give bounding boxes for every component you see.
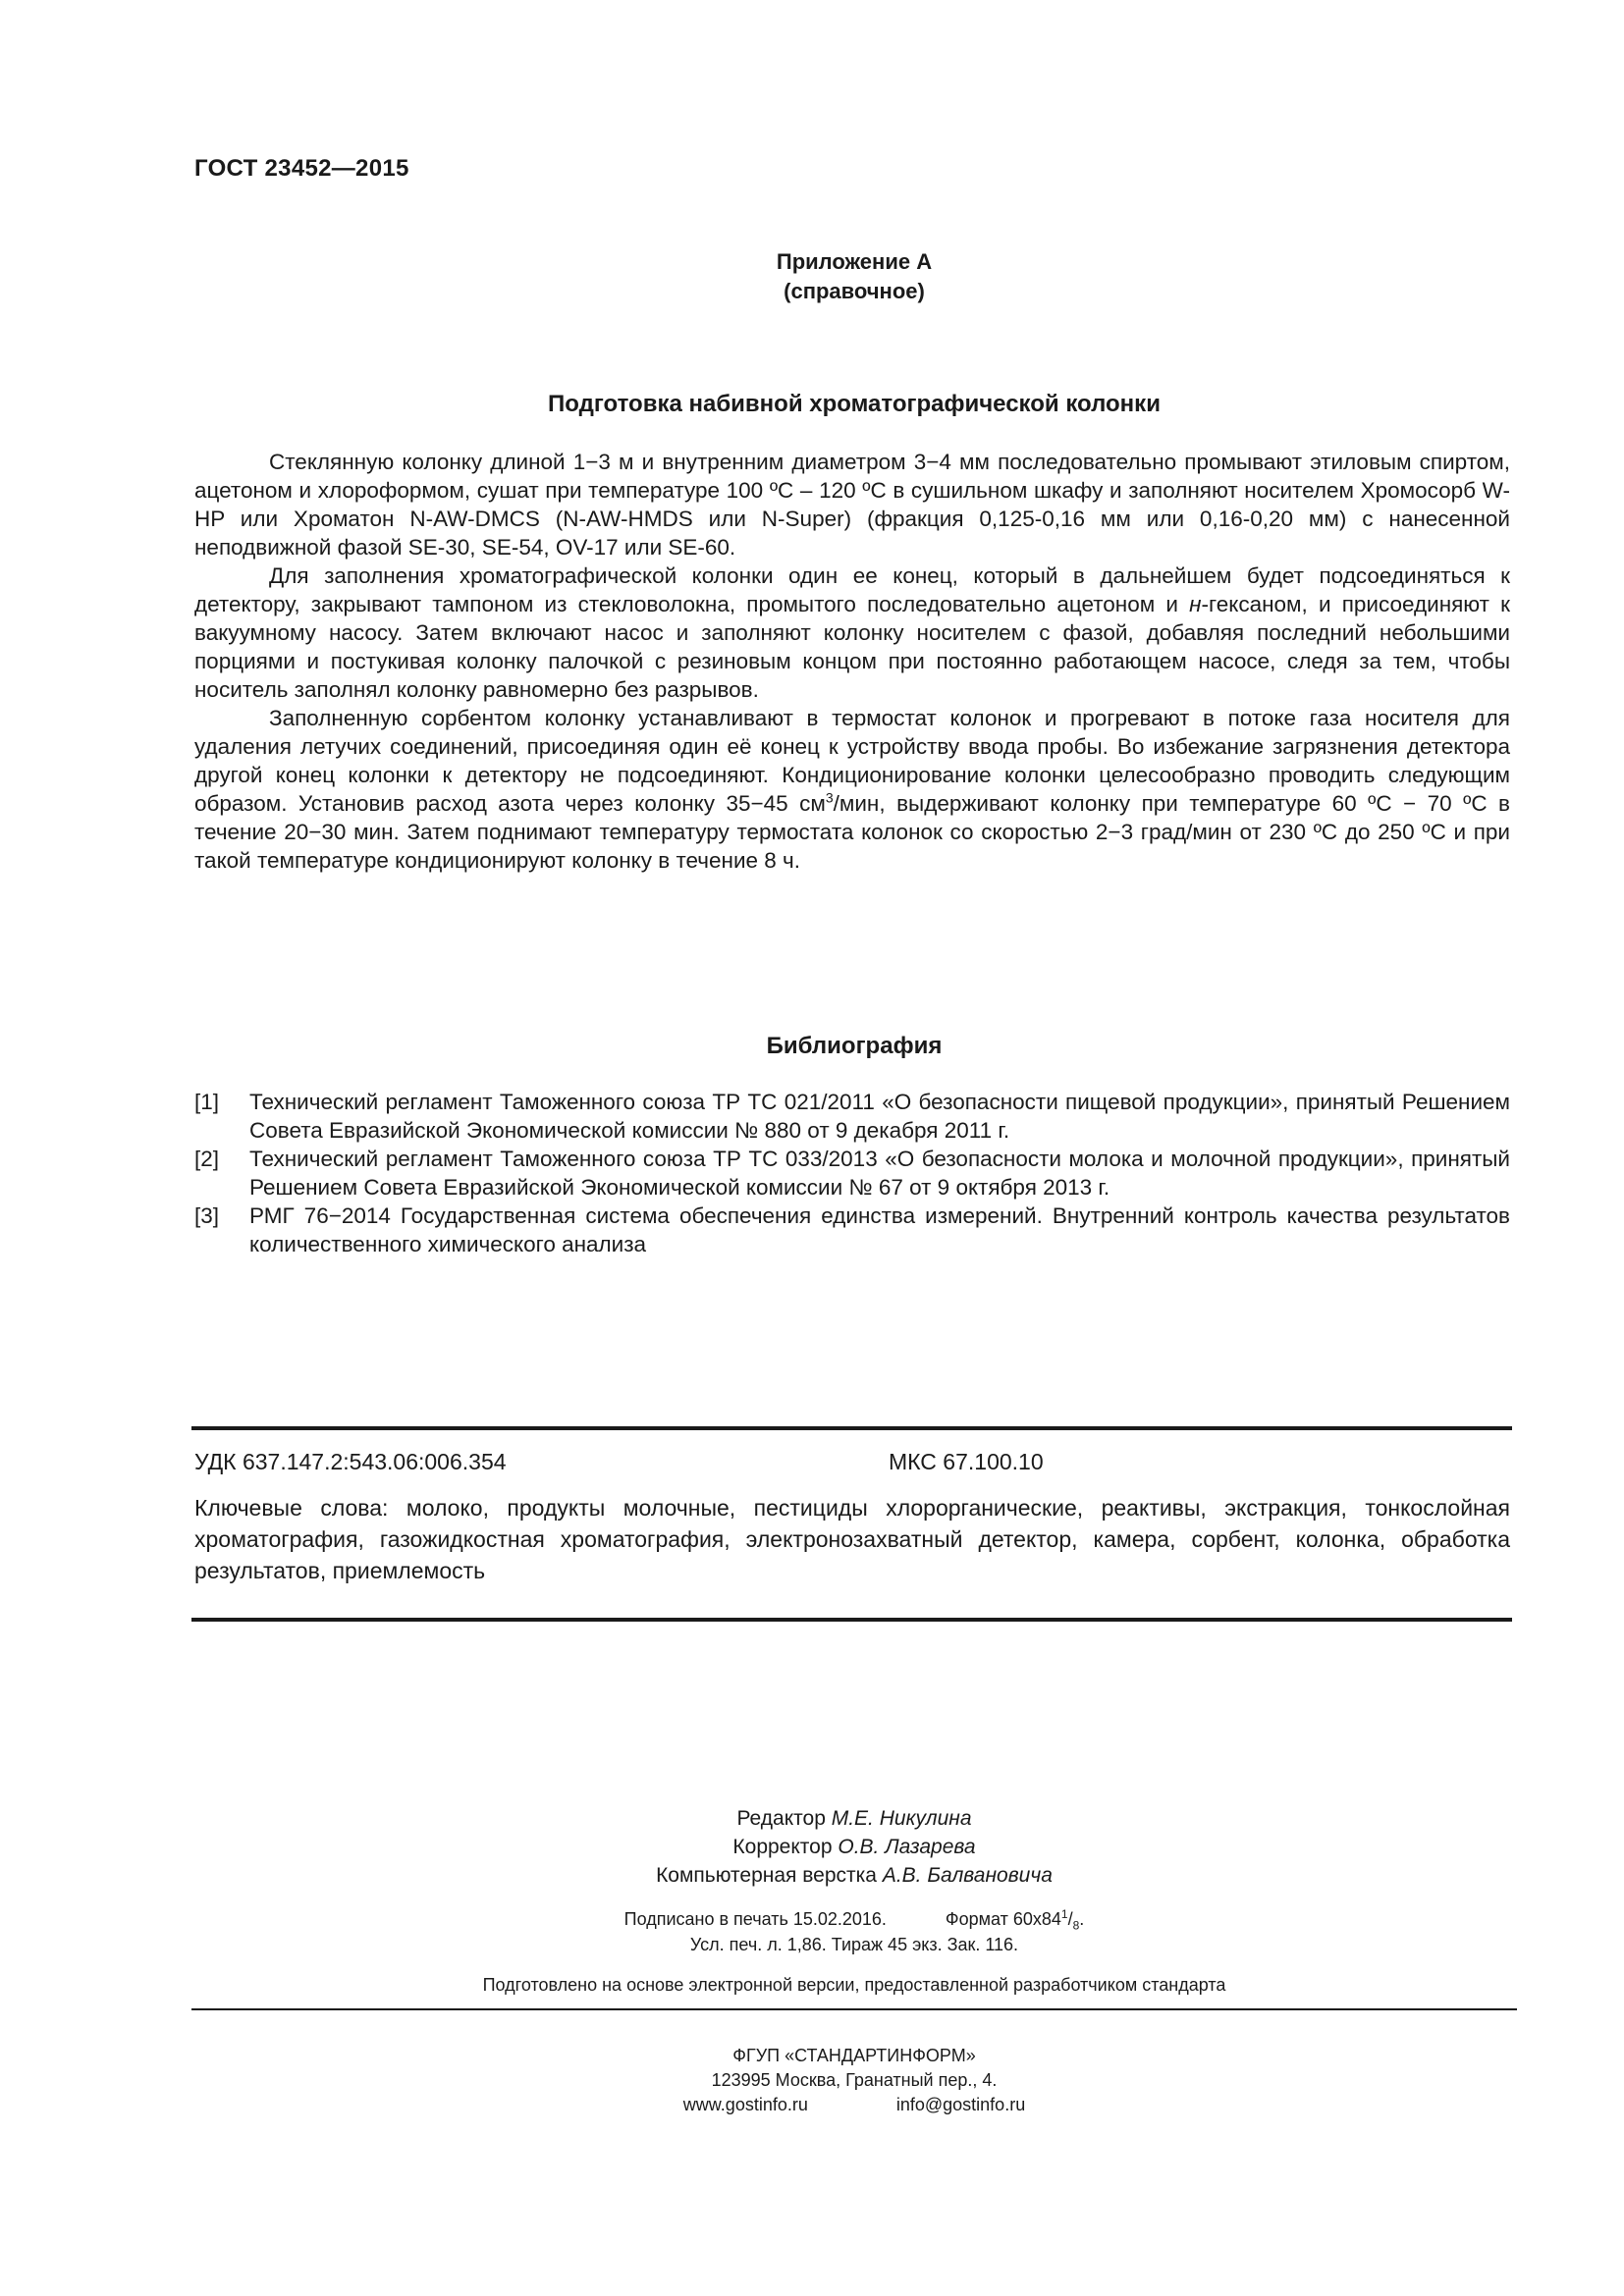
paragraph-2-text: Для заполнения хроматографической колонки один ее конец, который в дальнейшем будет подсоединяться к детектору, закрывают тампоном из стекловолокна, промытого последовательно ацетоном и bbox=[194, 563, 1510, 616]
bibliography-list bbox=[194, 1088, 1510, 1258]
corrector-line bbox=[0, 1833, 1624, 1861]
bibliography-title: Библиография bbox=[766, 1033, 943, 1059]
publisher-email: info@gostinfo.ru bbox=[895, 2095, 1026, 2114]
credits-block bbox=[0, 1804, 1624, 1890]
bibliography-text: Технический регламент Таможенного союза ТР ТС 033/2013 «О безопасности молока и молочной продукции», принятый Решением Совета Евразийской Экономической комиссии № 67 от 9 октября 2013 г. bbox=[249, 1147, 1510, 1200]
editor-role: Редактор bbox=[736, 1807, 826, 1830]
editor-name: М.Е. Никулина bbox=[831, 1807, 972, 1830]
bibliography-number: [2] bbox=[194, 1147, 220, 1171]
publisher-block bbox=[0, 2044, 1624, 2117]
appendix-heading bbox=[0, 247, 1624, 306]
print-line-2: Усл. печ. л. 1,86. Тираж 45 экз. Зак. 116. bbox=[689, 1935, 1019, 1954]
superscript-3: 3 bbox=[825, 789, 834, 806]
bibliography-item bbox=[194, 1088, 1510, 1145]
bibliography-text: Технический регламент Таможенного союза ТР ТС 021/2011 «О безопасности пищевой продукции», принятый Решением Совета Евразийской Экономической комиссии № 880 от 9 декабря 2011 г. bbox=[249, 1090, 1510, 1143]
paragraph-2 bbox=[194, 561, 1510, 704]
bibliography-item bbox=[194, 1201, 1510, 1258]
bibliography-number: [1] bbox=[194, 1090, 220, 1114]
keywords: Ключевые слова: молоко, продукты молочные, пестициды хлорорганические, реактивы, экстракция, тонкослойная хроматография, газожидкостная хроматография, электронозахватный детектор, камера, сорбент, колонка, обработка результатов, приемлемость bbox=[194, 1495, 1510, 1583]
paragraph-2-text-end: -гексаном, и присоединяют к вакуумному насосу. Затем включают насос и заполняют колонку носителем с фазой, добавляя последний небольшими порциями и постукивая колонку палочкой с резиновым концом при постоянно работающем насосе, следя за тем, чтобы носитель заполнял колонку равномерно без разрывов. bbox=[194, 592, 1511, 702]
format-label: Формат 60x84 bbox=[945, 1909, 1061, 1929]
corrector-name: О.В. Лазарева bbox=[838, 1836, 976, 1858]
mks-code: МКС 67.100.10 bbox=[889, 1449, 1044, 1474]
bibliography-number: [3] bbox=[194, 1203, 220, 1228]
prepared-note: Подготовлено на основе электронной версии, предоставленной разработчиком стандарта bbox=[482, 1975, 1226, 1995]
paragraph-3-text: Заполненную сорбентом колонку устанавливают в термостат колонок и прогревают в потоке газа носителя для удаления летучих соединений, присоединяя один её конец к устройству ввода пробы. Во избежание загрязнения детектора другой конец колонки к детектору не подсоединяют. Кондиционирование колонки целесообразно проводить следующим образом. Установив расход азота через колонку 35−45 см bbox=[194, 706, 1510, 816]
paragraph-3 bbox=[194, 704, 1510, 875]
top-divider bbox=[191, 1426, 1512, 1430]
paragraph-3-text-end: /мин, выдерживают колонку при температуре 60 ºС − 70 ºС в течение 20−30 мин. Затем поднимают температуру термостата колонок со скоростью 2−3 град/мин от 230 ºС до 250 ºС и при такой температуре кондиционируют колонку в течение 8 ч. bbox=[194, 791, 1510, 873]
appendix-label: Приложение А bbox=[776, 249, 933, 274]
signed-date: Подписано в печать 15.02.2016. bbox=[623, 1909, 887, 1929]
bottom-divider bbox=[191, 1618, 1512, 1622]
corrector-role: Корректор bbox=[732, 1836, 833, 1858]
format-numerator: 1 bbox=[1060, 1907, 1068, 1921]
layout-name: А.В. Балвановича bbox=[882, 1864, 1053, 1887]
appendix-title: Подготовка набивной хроматографической колонки bbox=[548, 391, 1161, 417]
editor-line bbox=[0, 1804, 1624, 1833]
paragraph-1: Стеклянную колонку длиной 1−3 м и внутренним диаметром 3−4 мм последовательно промывают этиловым спиртом, ацетоном и хлороформом, сушат при температуре 100 ºС – 120 ºС в сушильном шкафу и заполняют носителем Хромосорб W-HP или Хроматон N-AW-DMCS (N-AW-HMDS или N-Super) (фракция 0,125-0,16 мм или 0,16-0,20 мм) с нанесенной неподвижной фазой SE-30, SE-54, OV-17 или SE-60. bbox=[194, 450, 1510, 560]
print-line-1: Подписано в печать 15.02.2016. Формат $60x84^1/_8$. bbox=[623, 1907, 1085, 1933]
udk-code: УДК 637.147.2:543.06:006.354 bbox=[194, 1449, 507, 1474]
footer-divider bbox=[191, 2008, 1517, 2010]
bibliography-text: РМГ 76−2014 Государственная система обеспечения единства измерений. Внутренний контроль качества результатов количественного химического анализа bbox=[249, 1203, 1510, 1256]
appendix-kind: (справочное) bbox=[784, 279, 925, 303]
bibliography-item bbox=[194, 1145, 1510, 1201]
format-end: . bbox=[1079, 1909, 1085, 1929]
publisher-address: 123995 Москва, Гранатный пер., 4. bbox=[711, 2070, 998, 2090]
publisher-website: www.gostinfo.ru bbox=[682, 2095, 808, 2114]
format-denominator: 8 bbox=[1072, 1918, 1080, 1933]
italic-letter: н bbox=[1189, 592, 1202, 616]
print-info bbox=[0, 1906, 1624, 1957]
publisher-contacts bbox=[0, 2093, 1624, 2117]
appendix-body bbox=[194, 448, 1510, 875]
document-code: ГОСТ 23452—2015 bbox=[194, 155, 409, 182]
layout-line bbox=[0, 1861, 1624, 1890]
layout-role: Компьютерная верстка bbox=[656, 1864, 877, 1887]
publisher-name: ФГУП «СТАНДАРТИНФОРМ» bbox=[732, 2046, 976, 2065]
